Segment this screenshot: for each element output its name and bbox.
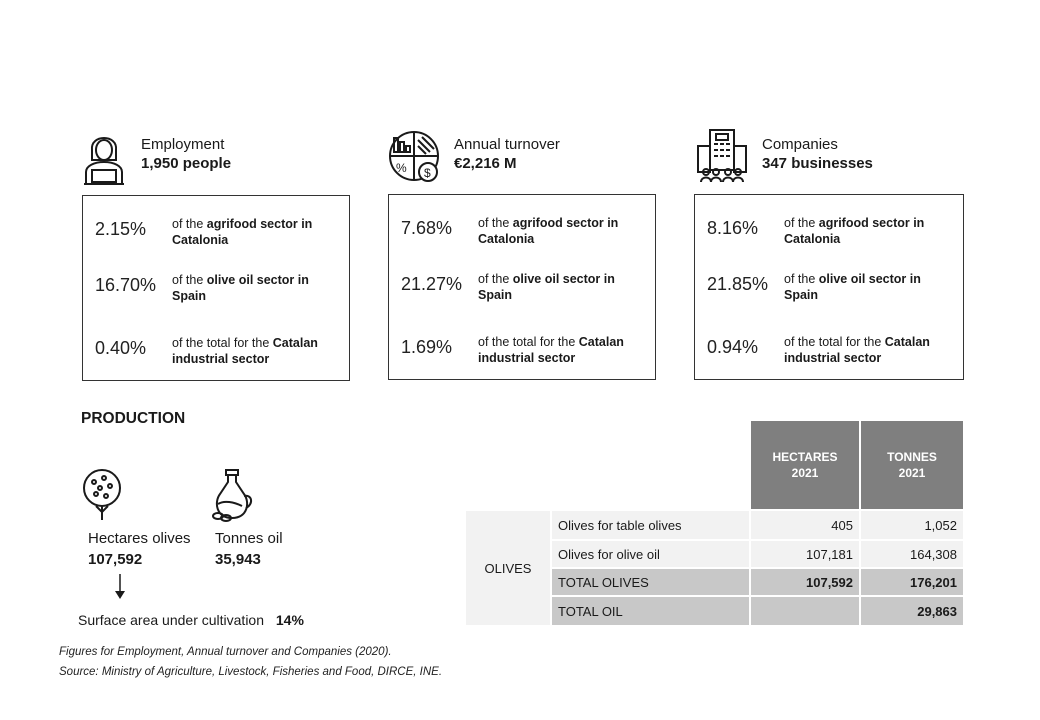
turnover-header xyxy=(454,135,560,173)
person-laptop-icon xyxy=(80,126,128,186)
table-cell: 176,201 xyxy=(861,569,963,595)
stat-row xyxy=(389,271,655,311)
table-cell: 164,308 xyxy=(861,541,963,567)
stat-description: of the olive oil sector in Spain xyxy=(478,272,615,302)
surface-area xyxy=(78,612,304,628)
arrow-down-icon xyxy=(114,574,126,605)
stat-description: of the agrifood sector in Catalonia xyxy=(172,217,313,247)
companies-box xyxy=(694,194,964,380)
stat-row xyxy=(83,272,349,312)
stat-row xyxy=(389,215,655,255)
hectares-value: 107,592 xyxy=(88,551,143,568)
stat-row xyxy=(695,215,963,255)
stat-description: of the olive oil sector in Spain xyxy=(784,272,921,302)
surface-value: 14% xyxy=(275,612,304,628)
production-title: PRODUCTION xyxy=(81,410,186,427)
employment-title: Employment xyxy=(141,136,225,153)
table-cell: 107,592 xyxy=(751,569,859,595)
oil-bottle-icon xyxy=(210,468,260,527)
companies-value: 347 businesses xyxy=(762,155,873,172)
table-row-label: Olives for olive oil xyxy=(552,541,749,567)
table-cell: 1,052 xyxy=(861,511,963,539)
stat-description: of the agrifood sector in Catalonia xyxy=(784,216,925,246)
table-cell: 107,181 xyxy=(751,541,859,567)
stat-description: of the agrifood sector in Catalonia xyxy=(478,216,619,246)
column-header: TONNES 2021 xyxy=(861,421,963,509)
companies-title: Companies xyxy=(762,136,838,153)
olive-tree-icon xyxy=(80,468,126,527)
table-row-label: Olives for table olives xyxy=(552,511,749,539)
stat-percent: 16.70% xyxy=(95,275,157,295)
group-label: OLIVES xyxy=(466,511,550,625)
hectares-label: Hectares olives xyxy=(88,530,191,547)
tonnes-label: Tonnes oil xyxy=(215,530,283,547)
stat-description: of the olive oil sector in Spain xyxy=(172,273,309,303)
source-note: Source: Ministry of Agriculture, Livestock, Fisheries and Food, DIRCE, INE. xyxy=(59,666,443,678)
stat-percent: 21.27% xyxy=(401,274,463,294)
stat-percent: 1.69% xyxy=(401,337,453,357)
table-cell xyxy=(751,597,859,625)
stat-percent: 8.16% xyxy=(707,218,759,238)
stat-row xyxy=(83,335,349,375)
table-cell: 405 xyxy=(751,511,859,539)
stat-row xyxy=(695,334,963,374)
employment-box xyxy=(82,195,350,381)
footnote: Figures for Employment, Annual turnover and Companies (2020). xyxy=(59,646,392,658)
stat-description: of the total for the Catalan industrial sector xyxy=(172,336,318,366)
stat-description: of the total for the Catalan industrial sector xyxy=(784,335,930,365)
table-cell: 29,863 xyxy=(861,597,963,625)
stat-percent: 0.40% xyxy=(95,338,147,358)
table-row-label: TOTAL OLIVES xyxy=(552,569,749,595)
stat-row xyxy=(389,334,655,374)
svg-text:$: $ xyxy=(424,166,431,180)
chart-money-icon xyxy=(386,128,442,184)
buildings-people-icon xyxy=(694,128,750,184)
svg-text:%: % xyxy=(396,161,407,175)
turnover-value: €2,216 M xyxy=(454,155,517,172)
stat-percent: 7.68% xyxy=(401,218,453,238)
stat-percent: 2.15% xyxy=(95,219,147,239)
stat-row xyxy=(83,216,349,256)
employment-value: 1,950 people xyxy=(141,155,232,172)
stat-percent: 0.94% xyxy=(707,337,759,357)
tonnes-value: 35,943 xyxy=(215,551,261,568)
column-header: HECTARES 2021 xyxy=(751,421,859,509)
table-row-label: TOTAL OIL xyxy=(552,597,749,625)
companies-header xyxy=(762,135,873,173)
turnover-title: Annual turnover xyxy=(454,136,560,153)
stat-row xyxy=(695,271,963,311)
turnover-box xyxy=(388,194,656,380)
surface-label: Surface area under cultivation xyxy=(78,612,264,628)
stat-description: of the total for the Catalan industrial sector xyxy=(478,335,624,365)
employment-header xyxy=(141,135,231,173)
stat-percent: 21.85% xyxy=(707,274,769,294)
